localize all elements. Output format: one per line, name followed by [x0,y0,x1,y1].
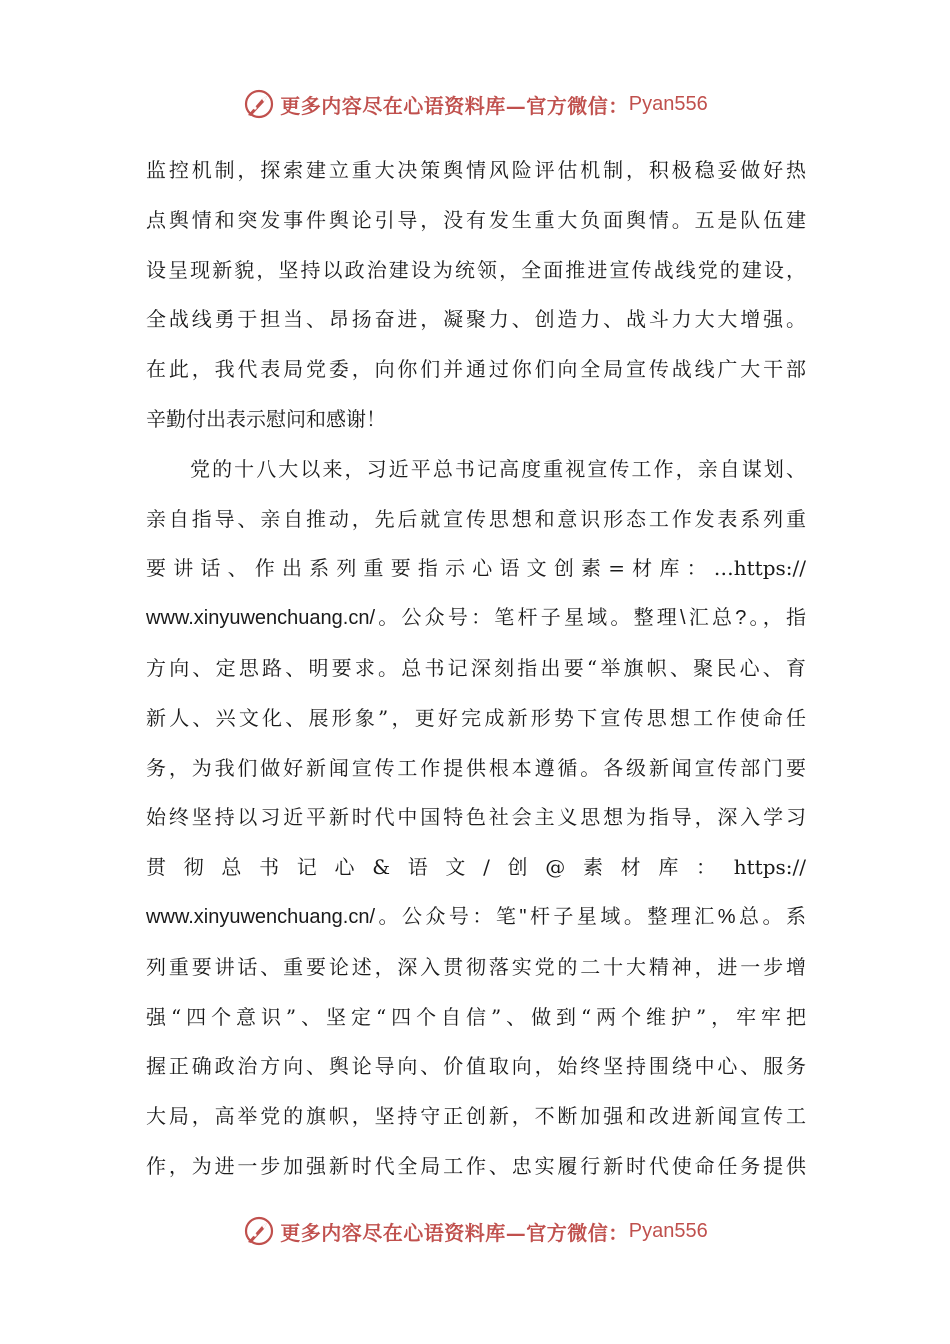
text-line: 新人、兴文化、展形象”，更好完成新形势下宣传思想工作使命任 [146,705,806,730]
text-line: 务，为我们做好新闻宣传工作提供根本遵循。各级新闻宣传部门要 [146,755,806,780]
text-line: 要讲话、作出系列重要指示心语文创素=材库：…https:// [146,556,806,581]
text-line: 设呈现新貌，坚持以政治建设为统领，全面推进宣传战线党的建设， [146,257,806,282]
pen-nib-logo-icon [242,87,276,121]
text-line: 贯彻总书记心&语文/创@素材库：https:// [146,855,806,880]
text-line: www.xinyuwenchuang.cn/。公众号：笔"杆子星域。整理汇%总。系 [146,905,806,928]
text-line: 大局，高举党的旗帜，坚持守正创新，不断加强和改进新闻宣传工 [146,1104,806,1129]
banner-text: 更多内容尽在心语资料库—官方微信： [280,1220,629,1245]
pen-nib-logo-icon [242,1214,276,1248]
document-body [146,146,806,1192]
text-line: 强“四个意识”、坚定“四个自信”、做到“两个维护”，牢牢把 [146,1004,806,1029]
banner-wechat-id: Pyan556 [628,92,708,115]
text-line: 点舆情和突发事件舆论引导，没有发生重大负面舆情。五是队伍建 [146,207,806,232]
banner-wechat-id: Pyan556 [628,1219,708,1242]
text-line: 作，为进一步加强新时代全局工作、忠实履行新时代使命任务提供 [146,1153,806,1178]
text-line: 列重要讲话、重要论述，深入贯彻落实党的二十大精神，进一步增 [146,954,806,979]
text-line: www.xinyuwenchuang.cn/。公众号：笔杆子星域。整理\汇总?。，指 [146,607,806,630]
text-line: 始终坚持以习近平新时代中国特色社会主义思想为指导，深入学习 [146,805,806,830]
text-line: 监控机制，探索建立重大决策舆情风险评估机制，积极稳妥做好热 [146,158,806,182]
text-line: 亲自指导、亲自推动，先后就宣传思想和意识形态工作发表系列重 [146,506,806,531]
text-line: 党的十八大以来，习近平总书记高度重视宣传工作，亲自谋划、 [190,456,806,481]
header-banner [0,84,950,124]
text-line: 辛勤付出表示慰问和感谢！ [146,406,386,431]
text-line: 方向、定思路、明要求。总书记深刻指出要“举旗帜、聚民心、育 [146,655,806,680]
banner-text: 更多内容尽在心语资料库—官方微信： [280,93,629,118]
text-line: 全战线勇于担当、昂扬奋进，凝聚力、创造力、战斗力大大增强。 [146,307,806,332]
footer-banner [0,1211,950,1251]
text-line: 握正确政治方向、舆论导向、价值取向，始终坚持围绕中心、服务 [146,1054,806,1079]
text-line: 在此，我代表局党委，向你们并通过你们向全局宣传战线广大干部 [146,357,806,382]
